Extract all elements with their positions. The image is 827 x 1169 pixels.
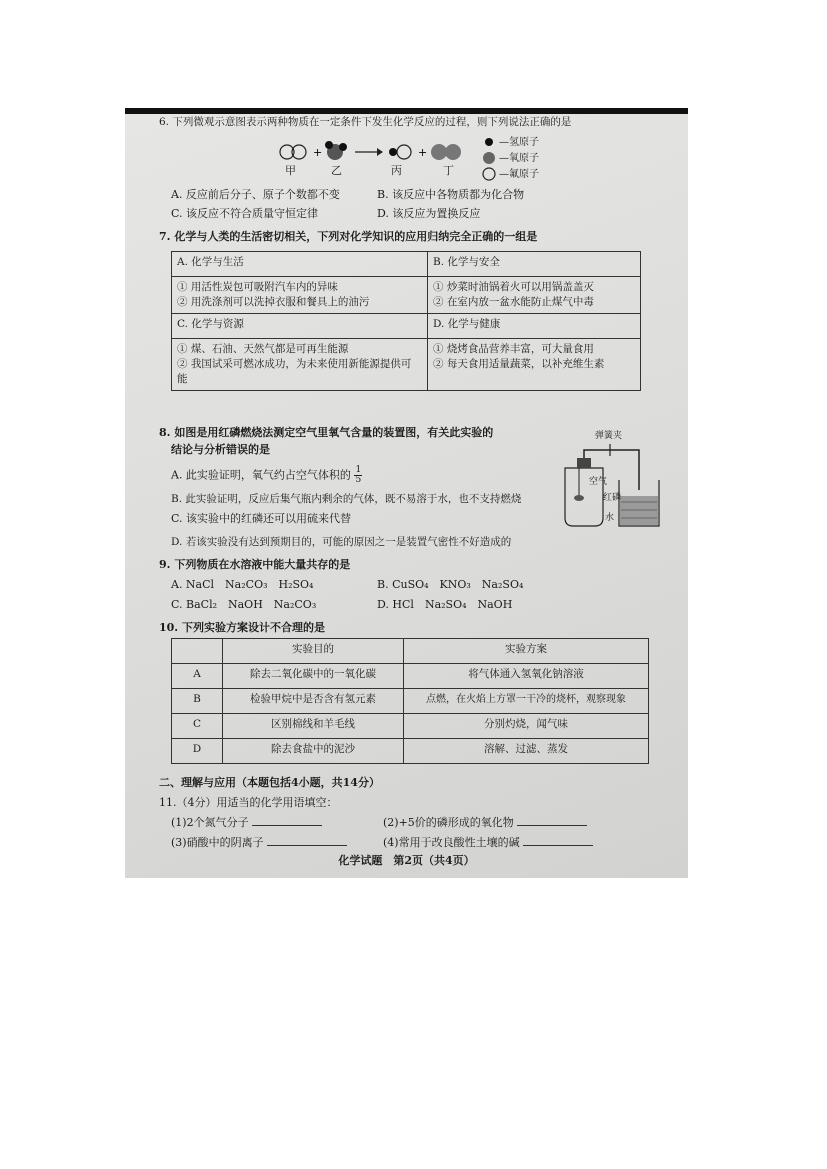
- label-bing: 丙: [391, 164, 402, 177]
- q10-row-a-label: A: [172, 664, 223, 689]
- q7-cell-c-head: C. 化学与资源: [172, 314, 428, 339]
- label-water: 水: [605, 513, 615, 523]
- q9-option-a: A. NaCl Na₂CO₃ H₂SO₄: [171, 578, 314, 591]
- q8-option-c: C. 该实验中的红磷还可以用硫来代替: [171, 512, 352, 525]
- q6-option-a: A. 反应前后分子、原子个数都不变: [171, 188, 340, 201]
- q7-stem: 7. 化学与人类的生活密切相关，下列对化学知识的应用归纳完全正确的一组是: [159, 230, 538, 243]
- q7-a-item-2: ② 用洗涤剂可以洗掉衣服和餐具上的油污: [177, 296, 370, 308]
- q10-table: [171, 638, 649, 764]
- svg-text:+: +: [418, 146, 428, 159]
- svg-text:+: +: [313, 146, 323, 159]
- legend-f: —氟原子: [499, 169, 539, 180]
- q7-cell-b-body: [428, 277, 641, 314]
- q10-row-b-label: B: [172, 689, 223, 714]
- exam-page-photo: [125, 108, 688, 878]
- q7-d-item-1: ① 烧烤食品营养丰富，可大量食用: [433, 343, 594, 355]
- q8-option-d: D. 若该实验没有达到预期目的，可能的原因之一是装置气密性不好造成的: [171, 536, 512, 548]
- fraction-denominator: 5: [355, 475, 362, 485]
- label-clip: 弹簧夹: [595, 431, 623, 441]
- q6-legend-symbols: [481, 134, 501, 184]
- q6-option-b: B. 该反应中各物质都为化合物: [377, 188, 525, 201]
- q9-option-c: C. BaCl₂ NaOH Na₂CO₃: [171, 598, 317, 611]
- table-row: [172, 739, 649, 764]
- q7-cell-a-body: [172, 277, 428, 314]
- q11-item-2: [383, 816, 587, 829]
- q6-molecule-diagram: [275, 138, 655, 188]
- q10-row-d-label: D: [172, 739, 223, 764]
- q7-cell-d-head: D. 化学与健康: [428, 314, 641, 339]
- answer-blank-1[interactable]: [252, 816, 322, 826]
- section-2-heading: 二、理解与应用（本题包括4小题，共14分）: [159, 776, 380, 789]
- q11-stem: 11.（4分）用适当的化学用语填空：: [159, 796, 338, 809]
- q10-header-blank: [172, 639, 223, 664]
- page-top-edge: [125, 108, 688, 114]
- q10-row-c-purpose: 区别棉线和羊毛线: [223, 714, 404, 739]
- q7-d-item-2: ② 每天食用适量蔬菜，以补充维生素: [433, 358, 605, 370]
- q11-item-2-text: (2)+5价的磷形成的氧化物: [383, 816, 514, 829]
- q8-fraction: [354, 466, 362, 485]
- q11-item-3: [171, 836, 347, 849]
- q6-stem: 6. 下列微观示意图表示两种物质在一定条件下发生化学反应的过程，则下列说法正确的是: [159, 116, 572, 128]
- label-yi: 乙: [331, 164, 342, 177]
- q10-header-purpose: 实验目的: [223, 639, 404, 664]
- q7-c-item-1: ① 煤、石油、天然气都是可再生能源: [177, 343, 349, 355]
- q10-row-a-purpose: 除去二氧化碳中的一氧化碳: [223, 664, 404, 689]
- q10-row-c-label: C: [172, 714, 223, 739]
- q11-item-1: [171, 816, 322, 829]
- answer-blank-2[interactable]: [517, 816, 587, 826]
- q11-item-1-text: (1)2个氮气分子: [171, 816, 249, 829]
- legend-o: —氧原子: [499, 153, 539, 164]
- q7-cell-d-body: [428, 339, 641, 391]
- q8-option-a: [171, 466, 362, 485]
- q10-row-c-plan: 分别灼烧，闻气味: [404, 714, 649, 739]
- q10-row-a-plan: 将气体通入氢氧化钠溶液: [404, 664, 649, 689]
- q6-option-d: D. 该反应为置换反应: [377, 207, 481, 220]
- q11-item-4-text: (4)常用于改良酸性土壤的碱: [383, 836, 520, 849]
- answer-blank-4[interactable]: [523, 836, 593, 846]
- fraction-numerator: 1: [355, 465, 362, 475]
- q10-row-d-purpose: 除去食盐中的泥沙: [223, 739, 404, 764]
- q6-option-c: C. 该反应不符合质量守恒定律: [171, 207, 319, 220]
- legend-h: —氢原子: [499, 137, 539, 148]
- q7-b-item-1: ① 炒菜时油锅着火可以用锅盖盖灭: [433, 281, 594, 293]
- q10-stem: 10. 下列实验方案设计不合理的是: [159, 621, 325, 634]
- q11-item-4: [383, 836, 593, 849]
- q10-row-b-purpose: 检验甲烷中是否含有氢元素: [223, 689, 404, 714]
- q8-option-b: B. 此实验证明，反应后集气瓶内剩余的气体，既不易溶于水，也不支持燃烧: [171, 493, 522, 505]
- q9-option-b: B. CuSO₄ KNO₃ Na₂SO₄: [377, 578, 524, 591]
- q8-stem-line1: 8. 如图是用红磷燃烧法测定空气里氧气含量的装置图，有关此实验的: [159, 426, 494, 439]
- label-air: 空气: [589, 477, 608, 487]
- q7-table: [171, 251, 641, 391]
- q10-row-b-plan: 点燃，在火焰上方罩一干冷的烧杯，观察现象: [404, 689, 649, 714]
- table-row: [172, 714, 649, 739]
- q9-stem: 9. 下列物质在水溶液中能大量共存的是: [159, 558, 351, 571]
- q7-c-item-2: ② 我国试采可燃冰成功，为未来使用新能源提供可能: [177, 358, 412, 385]
- table-row: [172, 664, 649, 689]
- q9-option-d: D. HCl Na₂SO₄ NaOH: [377, 598, 513, 611]
- label-ding: 丁: [443, 164, 454, 177]
- q7-cell-a-head: A. 化学与生活: [172, 252, 428, 277]
- page-footer: 化学试题 第2页（共4页）: [338, 854, 475, 867]
- q10-header-plan: 实验方案: [404, 639, 649, 664]
- q11-item-3-text: (3)硝酸中的阴离子: [171, 836, 264, 849]
- q10-row-d-plan: 溶解、过滤、蒸发: [404, 739, 649, 764]
- q7-cell-c-body: [172, 339, 428, 391]
- answer-blank-3[interactable]: [267, 836, 347, 846]
- q7-b-item-2: ② 在室内放一盆水能防止煤气中毒: [433, 296, 594, 308]
- q8-option-a-text: A. 此实验证明，氧气约占空气体积的: [171, 468, 351, 482]
- label-jia: 甲: [285, 164, 296, 177]
- q7-cell-b-head: B. 化学与安全: [428, 252, 641, 277]
- label-red-phosphorus: 红磷: [603, 493, 622, 503]
- q7-a-item-1: ① 用活性炭包可吸附汽车内的异味: [177, 281, 338, 293]
- table-row: [172, 689, 649, 714]
- q8-stem-line2: 结论与分析错误的是: [171, 443, 270, 456]
